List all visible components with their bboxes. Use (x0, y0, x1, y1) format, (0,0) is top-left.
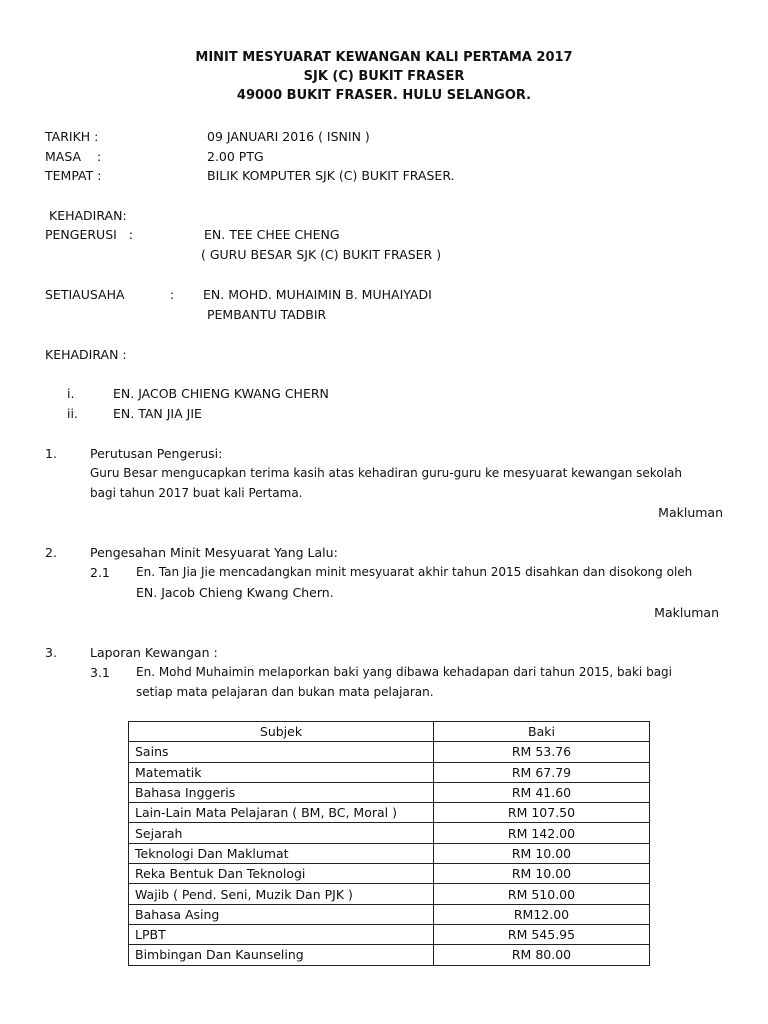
masa-value: 2.00 PTG (207, 149, 264, 164)
section-2-1-number: 2.1 (90, 565, 110, 580)
subject-cell: Reka Bentuk Dan Teknologi (129, 864, 434, 884)
document-title: MINIT MESYUARAT KEWANGAN KALI PERTAMA 2017 (195, 50, 573, 65)
table-row (129, 864, 650, 884)
section-1-text: bagi tahun 2017 buat kali Pertama. (90, 486, 303, 500)
balance-cell: RM 545.95 (434, 924, 650, 944)
column-header-baki: Baki (434, 722, 650, 742)
kehadiran-heading-2: KEHADIRAN : (45, 347, 127, 362)
subject-cell: Bahasa Asing (129, 904, 434, 924)
subject-cell: Bimbingan Dan Kaunseling (129, 945, 434, 965)
balance-cell: RM 67.79 (434, 762, 650, 782)
balance-cell: RM 41.60 (434, 782, 650, 802)
table-row (129, 803, 650, 823)
kehadiran-heading: KEHADIRAN: (49, 208, 127, 223)
table-row (129, 945, 650, 965)
balance-cell: RM 510.00 (434, 884, 650, 904)
school-address: 49000 BUKIT FRASER. HULU SELANGOR. (236, 88, 532, 103)
section-3-number: 3. (45, 645, 57, 660)
member-name: EN. JACOB CHIENG KWANG CHERN (113, 386, 329, 401)
subject-cell: Matematik (129, 762, 434, 782)
table-row (129, 924, 650, 944)
balance-cell: RM 107.50 (434, 803, 650, 823)
table-row (129, 762, 650, 782)
subject-cell: Teknologi Dan Maklumat (129, 843, 434, 863)
column-header-subjek: Subjek (129, 722, 434, 742)
subject-cell: Sains (129, 742, 434, 762)
subject-cell: Bahasa Inggeris (129, 782, 434, 802)
section-2-note: Makluman (654, 605, 719, 620)
section-2-title: Pengesahan Minit Mesyuarat Yang Lalu: (90, 545, 338, 560)
balance-cell: RM12.00 (434, 904, 650, 924)
balance-cell: RM 10.00 (434, 864, 650, 884)
pengerusi-name: EN. TEE CHEE CHENG (204, 227, 340, 242)
section-2-1-text: EN. Jacob Chieng Kwang Chern. (136, 585, 334, 600)
section-3-1-text: setiap mata pelajaran dan bukan mata pelajaran. (136, 685, 434, 699)
setiausaha-name: EN. MOHD. MUHAIMIN B. MUHAIYADI (203, 287, 432, 302)
tarikh-value: 09 JANUARI 2016 ( ISNIN ) (207, 129, 370, 144)
section-2-number: 2. (45, 545, 57, 560)
member-number: ii. (67, 406, 78, 421)
balance-cell: RM 53.76 (434, 742, 650, 762)
section-3-title: Laporan Kewangan : (90, 645, 218, 660)
setiausaha-colon: : (170, 287, 175, 302)
section-1-number: 1. (45, 446, 57, 461)
member-number: i. (67, 386, 75, 401)
table-header-row (129, 722, 650, 742)
table-row (129, 742, 650, 762)
pengerusi-label: PENGERUSI : (45, 227, 133, 242)
subject-cell: LPBT (129, 924, 434, 944)
setiausaha-label: SETIAUSAHA (45, 287, 125, 302)
tempat-value: BILIK KOMPUTER SJK (C) BUKIT FRASER. (207, 168, 455, 183)
balance-table (128, 721, 650, 966)
tarikh-label: TARIKH : (45, 129, 99, 144)
table-row (129, 843, 650, 863)
subject-cell: Sejarah (129, 823, 434, 843)
pengerusi-role: ( GURU BESAR SJK (C) BUKIT FRASER ) (201, 247, 442, 262)
setiausaha-role: PEMBANTU TADBIR (207, 307, 327, 322)
table-row (129, 823, 650, 843)
table-row (129, 904, 650, 924)
subject-cell: Wajib ( Pend. Seni, Muzik Dan PJK ) (129, 884, 434, 904)
balance-cell: RM 10.00 (434, 843, 650, 863)
table-row (129, 884, 650, 904)
member-name: EN. TAN JIA JIE (113, 406, 202, 421)
section-3-1-number: 3.1 (90, 665, 110, 680)
balance-cell: RM 80.00 (434, 945, 650, 965)
section-1-title: Perutusan Pengerusi: (90, 446, 223, 461)
subject-cell: Lain-Lain Mata Pelajaran ( BM, BC, Moral ) (129, 803, 434, 823)
balance-cell: RM 142.00 (434, 823, 650, 843)
table-row (129, 782, 650, 802)
masa-label: MASA : (45, 149, 102, 164)
section-1-text: Guru Besar mengucapkan terima kasih atas kehadiran guru-guru ke mesyuarat kewangan sekolah (90, 466, 682, 480)
section-2-1-text: En. Tan Jia Jie mencadangkan minit mesyuarat akhir tahun 2015 disahkan dan disokong oleh (136, 565, 693, 579)
section-3-1-text: En. Mohd Muhaimin melaporkan baki yang dibawa kehadapan dari tahun 2015, baki bagi (136, 665, 672, 679)
school-name: SJK (C) BUKIT FRASER (303, 69, 465, 84)
section-1-note: Makluman (658, 505, 723, 520)
tempat-label: TEMPAT : (45, 168, 102, 183)
